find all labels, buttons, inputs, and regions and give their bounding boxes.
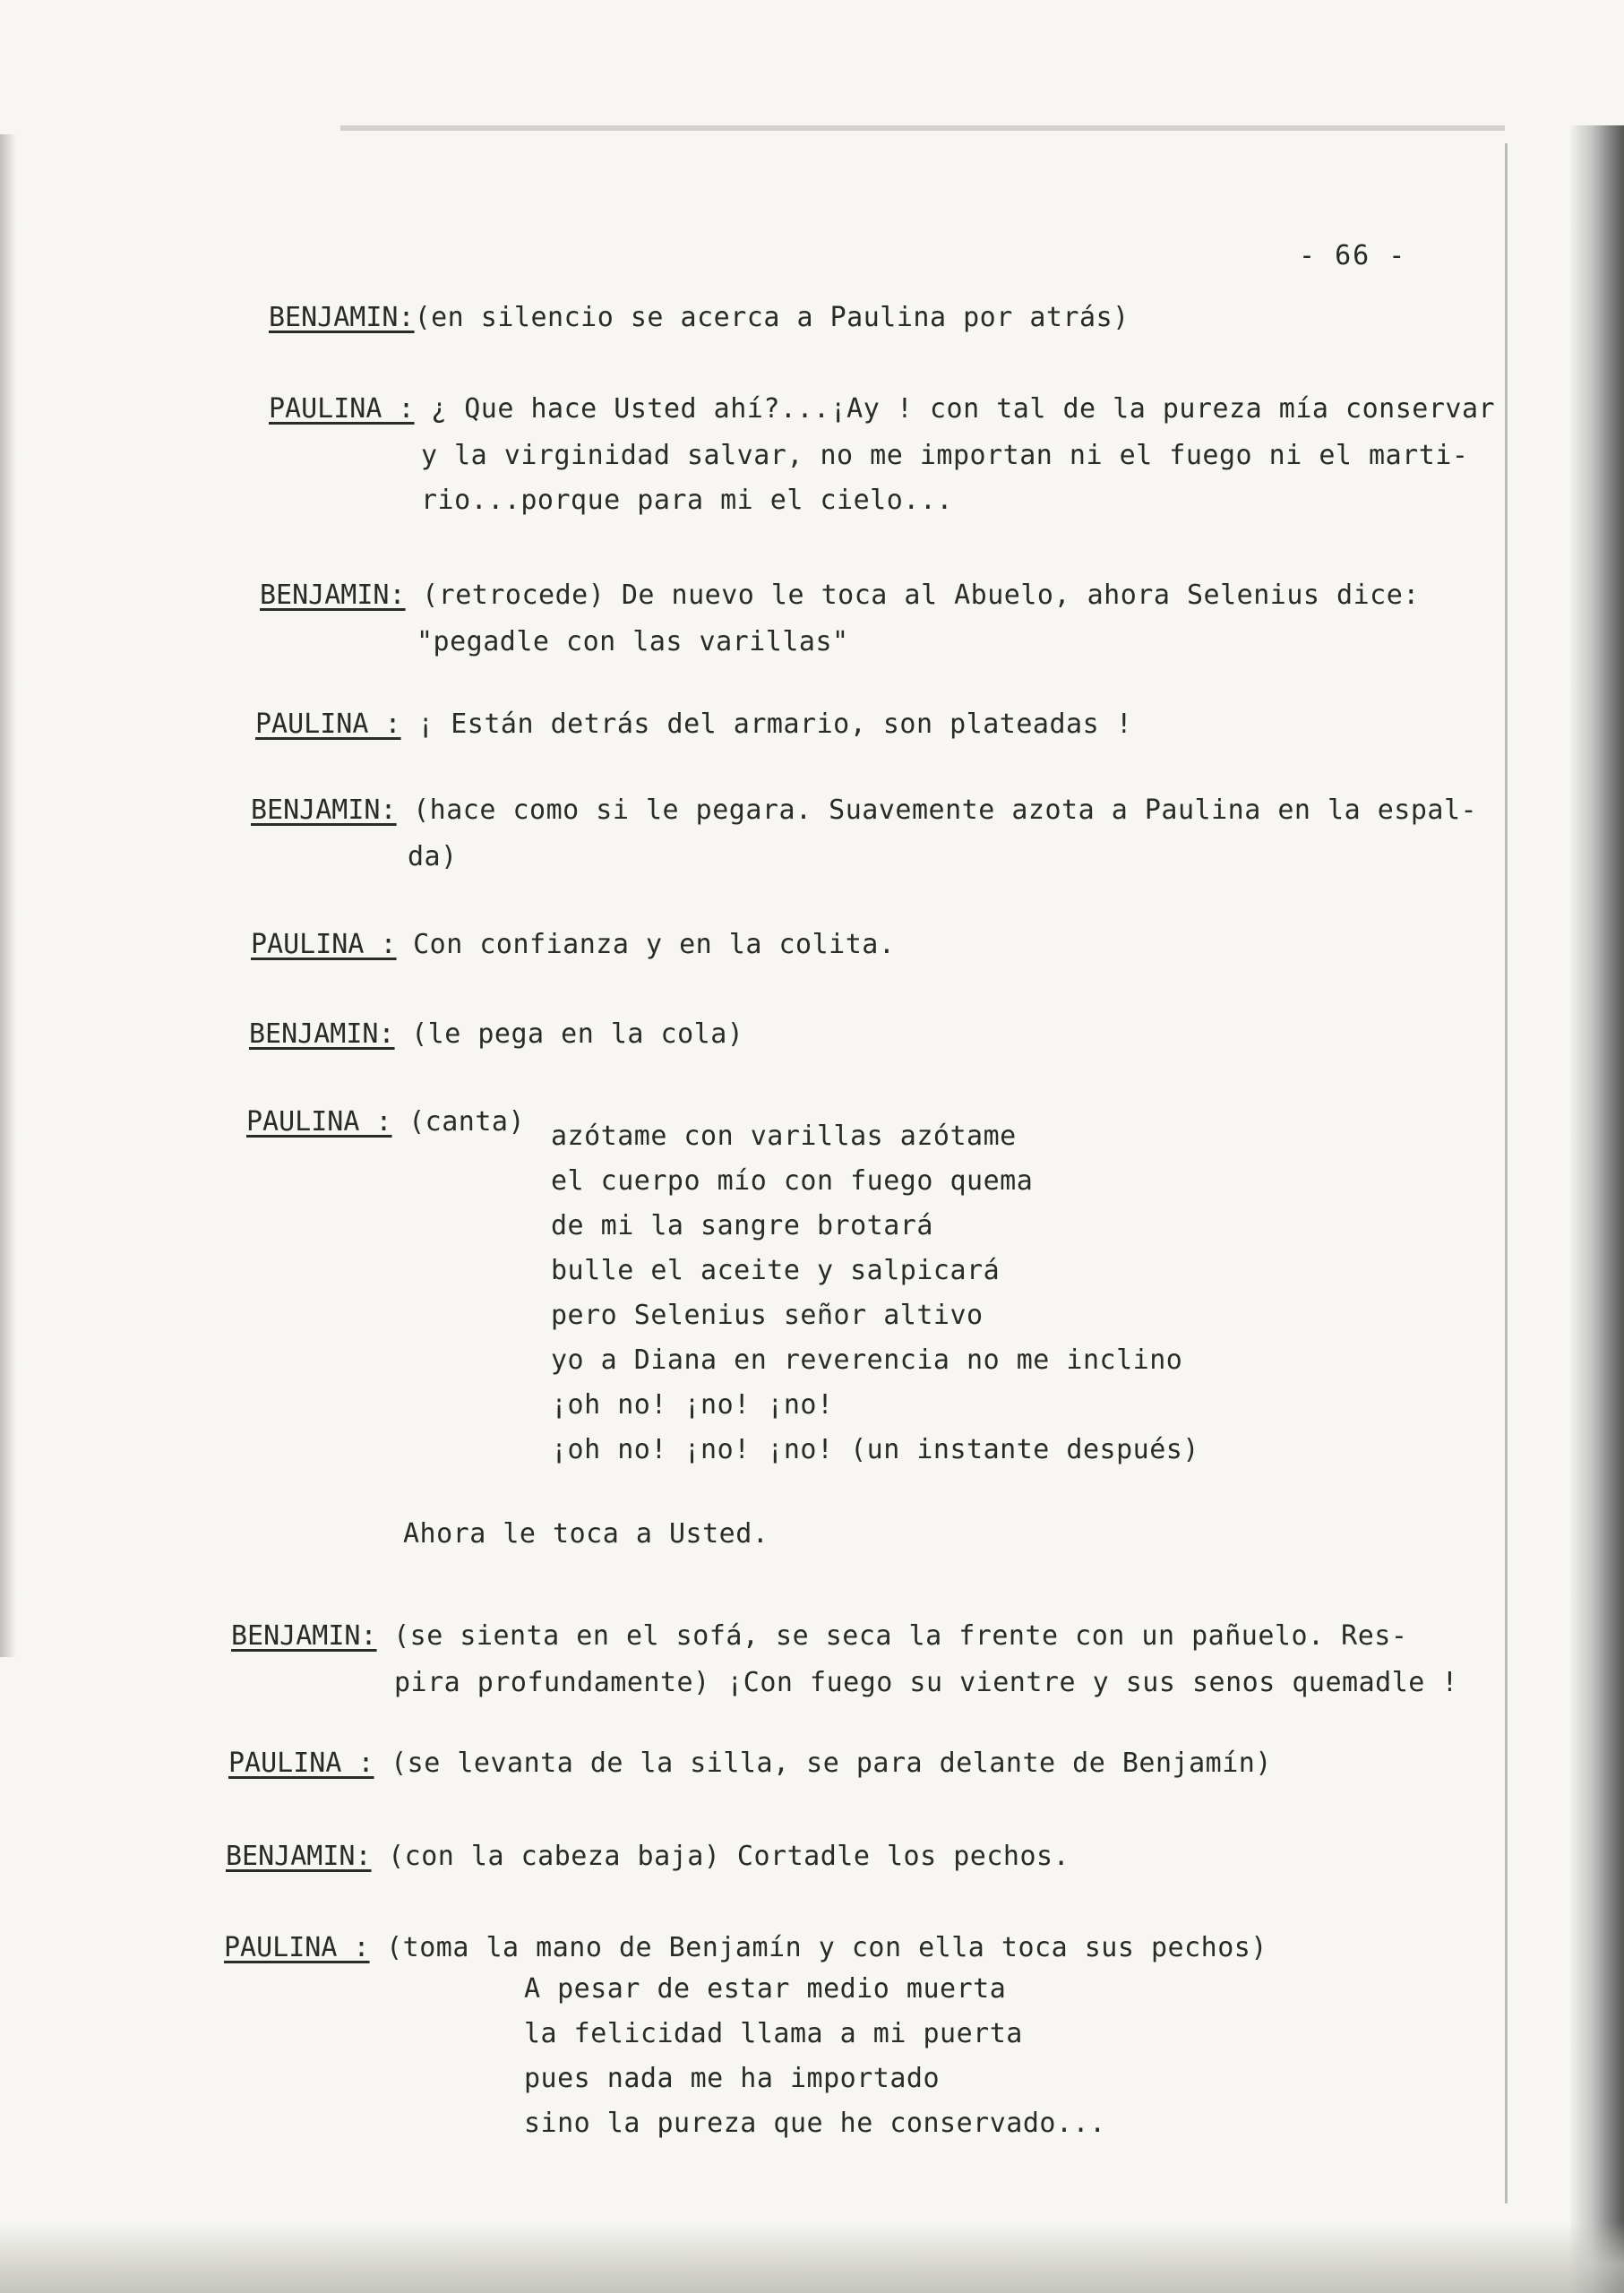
speaker-name: PAULINA :: [246, 1106, 392, 1138]
song-verses: [551, 1114, 1199, 1473]
verse-line: A pesar de estar medio muerta: [524, 1973, 1007, 2005]
dialogue-entry: [228, 1741, 1272, 1786]
dialogue-continuation: [408, 835, 458, 880]
dialogue-text: (le pega en la cola): [411, 1018, 744, 1050]
speaker-name: BENJAMIN:: [231, 1620, 377, 1652]
speaker-name: PAULINA :: [255, 709, 401, 740]
verse-line: el cuerpo mío con fuego quema: [551, 1165, 1034, 1197]
dialogue-text: (se levanta de la silla, se para delante de Benjamín): [391, 1748, 1272, 1779]
dialogue-entry: [251, 923, 895, 967]
verse-line: sino la pureza que he conservado...: [524, 2108, 1106, 2139]
dialogue-continuation: [403, 1512, 769, 1557]
speaker-name: PAULINA :: [251, 929, 397, 960]
verse-line: ¡oh no! ¡no! ¡no!: [551, 1389, 834, 1421]
scan-edge-right: [1570, 125, 1624, 2293]
speaker-name: BENJAMIN:: [260, 580, 406, 611]
dialogue-entry: [246, 1100, 525, 1145]
dialogue-text: (hace como si le pegara. Suavemente azota a Paulina en la espal-: [413, 794, 1478, 826]
scan-edge-top: [340, 125, 1505, 131]
dialogue-text: da): [408, 841, 458, 872]
dialogue-text: (en silencio se acerca a Paulina por atrás): [414, 302, 1130, 333]
dialogue-continuation: [421, 434, 1468, 523]
scan-edge-left: [0, 134, 16, 1657]
dialogue-text: "pegadle con las varillas": [417, 626, 849, 657]
verse-line: bulle el aceite y salpicará: [551, 1255, 1001, 1286]
dialogue-continuation: [394, 1661, 1458, 1705]
dialogue-entry: [249, 1012, 743, 1057]
speaker-name: PAULINA :: [269, 393, 415, 425]
speaker-name: PAULINA :: [224, 1932, 370, 1963]
verse-line: de mi la sangre brotará: [551, 1210, 933, 1241]
dialogue-text: (con la cabeza baja) Cortadle los pechos.: [388, 1841, 1070, 1872]
dialogue-text: (canta): [408, 1106, 526, 1138]
dialogue-entry: [251, 788, 1477, 833]
dialogue-text: Ahora le toca a Usted.: [403, 1518, 769, 1550]
dialogue-text: Con confianza y en la colita.: [413, 929, 896, 960]
verse-line: la felicidad llama a mi puerta: [524, 2018, 1023, 2049]
dialogue-text: ¿ Que hace Usted ahí?...¡Ay ! con tal de la pureza mía conservar: [431, 393, 1496, 425]
dialogue-entry: [231, 1614, 1407, 1659]
dialogue-text: y la virginidad salvar, no me importan ni el fuego ni el marti-: [421, 440, 1469, 471]
dialogue-text: (toma la mano de Benjamín y con ella toca sus pechos): [386, 1932, 1267, 1963]
speaker-name: PAULINA :: [228, 1748, 374, 1779]
speaker-name: BENJAMIN:: [269, 302, 415, 333]
dialogue-entry: [255, 702, 1132, 747]
dialogue-entry: [260, 573, 1420, 618]
dialogue-text: pira profundamente) ¡Con fuego su vientre y sus senos quemadle !: [394, 1667, 1458, 1698]
dialogue-text: rio...porque para mi el cielo...: [421, 485, 953, 516]
dialogue-entry: [269, 296, 1130, 340]
speaker-name: BENJAMIN:: [226, 1841, 372, 1872]
dialogue-entry: [269, 387, 1495, 432]
dialogue-continuation: [417, 620, 849, 665]
verse-line: ¡oh no! ¡no! ¡no! (un instante después): [551, 1434, 1199, 1465]
verse-line: pero Selenius señor altivo: [551, 1300, 984, 1331]
dialogue-text: ¡ Están detrás del armario, son plateadas !: [417, 709, 1133, 740]
scan-fold-line: [1505, 143, 1508, 2203]
verse-line: pues nada me ha importado: [524, 2063, 941, 2094]
dialogue-entry: [226, 1834, 1070, 1879]
verse-line: yo a Diana en reverencia no me inclino: [551, 1344, 1183, 1376]
verse-line: azótame con varillas azótame: [551, 1121, 1017, 1152]
speaker-name: BENJAMIN:: [251, 794, 397, 826]
song-verses: [524, 1967, 1106, 2146]
dialogue-text: (retrocede) De nuevo le toca al Abuelo, ahora Selenius dice:: [422, 580, 1420, 611]
page-number: - 66 -: [1299, 240, 1407, 271]
dialogue-text: (se sienta en el sofá, se seca la frente con un pañuelo. Res-: [393, 1620, 1408, 1652]
dialogue-entry: [224, 1926, 1267, 1971]
scan-edge-bottom: [0, 2221, 1624, 2293]
speaker-name: BENJAMIN:: [249, 1018, 395, 1050]
